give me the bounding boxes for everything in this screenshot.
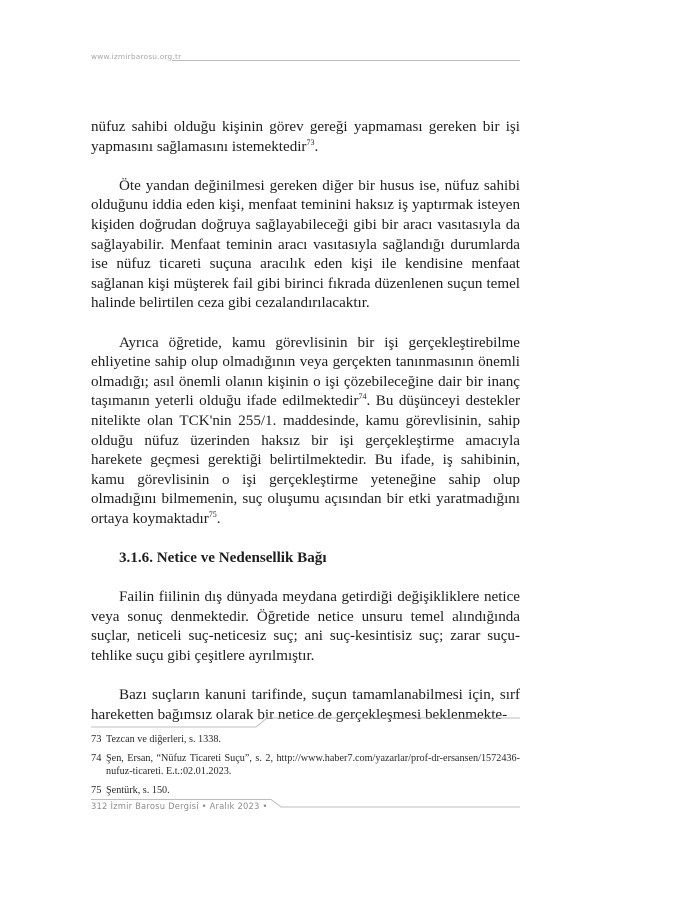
paragraph-5: Bazı suçların kanuni tarifinde, suçun tamamlanabilmesi için, sırf hareketten bağımsız olarak bir netice de gerçekleşmesi beklenmekte- (91, 687, 520, 723)
footnote-ref-75: 75 (208, 509, 217, 519)
paragraph-4: Failin fiilinin dış dünyada meydana getirdiği değişikliklere netice veya sonuç denmektedir. Öğretide netice unsuru temel alındığında suçlar, neticeli suç-neticesiz suç; ani suç-kesintisiz suç; zarar suçu-tehlike suçu gibi çeşitlere ayrılmıştır. (91, 589, 520, 665)
section-heading: 3.1.6. Netice ve Nedensellik Bağı (119, 550, 327, 567)
main-text (91, 118, 520, 725)
header-url: www.izmirbarosu.org.tr (91, 52, 182, 61)
header-rule (172, 60, 520, 61)
footnote-75: 75 Şentürk, s. 150. (91, 785, 170, 796)
paragraph-2: Öte yandan değinilmesi gereken diğer bir husus ise, nüfuz sahibi olduğunu iddia eden kişi, menfaat teminini haksız iş yaptırmak isteyen kişiden doğrudan doğruya sağlayabileceği gibi bir aracı vasıtasıyla da sağlayabilir. Menfaat teminin aracı vasıtasıyla sağlandığı durumlarda ise nüfuz ticareti suçuna aracılık eden kişi ile kendisine menfaat sağlanan kişi müşterek fail gibi birinci fıkrada düzenlenen suçun temel halinde belirtilen ceza gibi cezalandırılacaktır. (91, 177, 520, 312)
paragraph-3: Ayrıca öğretide, kamu görevlisinin bir işi gerçekleştirebilme ehliyetine sahip olup olmadığının veya gerçekten tanınmasının önemli olmadığı; asıl önemli olanın kişinin o işi çözebileceğine dair bir inanç taşımanın yeterli olduğu ifade edilmektedir$^{74}$. Bu düşünceyi destekler nitelikte olan TCK'nin 255/1. maddesinde, kamu görevlisinin, sahip olduğu nüfuz üzerinden haksız bir işi gerçekleştirme amacıyla harekete geçmesi gerektiği belirtilmektedir. Bu ifade, iş sahibinin, kamu görevlisinin o işi gerçekleştirme yeteneğine sahip olup olmadığını bilmemenin, suç oluşumu açısından bir etki yaratmadığını ortaya koymaktadır$^{75}$. (91, 334, 520, 527)
footnotes (91, 733, 520, 803)
footnote-74: 74 Şen, Ersan, “Nüfuz Ticareti Suçu”, s. 2, http://www.haber7.com/yazarlar/prof-dr-ersansen/1572436-nufuz-ticareti. E.t.:02.01.2023. (91, 753, 520, 777)
footnote-separator (91, 716, 520, 728)
paragraph-1: nüfuz sahibi olduğu kişinin görev gereği yapmaması gereken bir işi yapmasını sağlamasını istemektedir$^{73}$. (91, 119, 520, 155)
page-footer (91, 799, 520, 817)
footer-text: 312 İzmir Barosu Dergisi • Aralık 2023 • (91, 801, 268, 811)
footnote-ref-73: 73 (306, 137, 315, 147)
footnote-73: 73 Tezcan ve diğerleri, s. 1338. (91, 734, 221, 745)
footnote-ref-74: 74 (358, 392, 367, 402)
